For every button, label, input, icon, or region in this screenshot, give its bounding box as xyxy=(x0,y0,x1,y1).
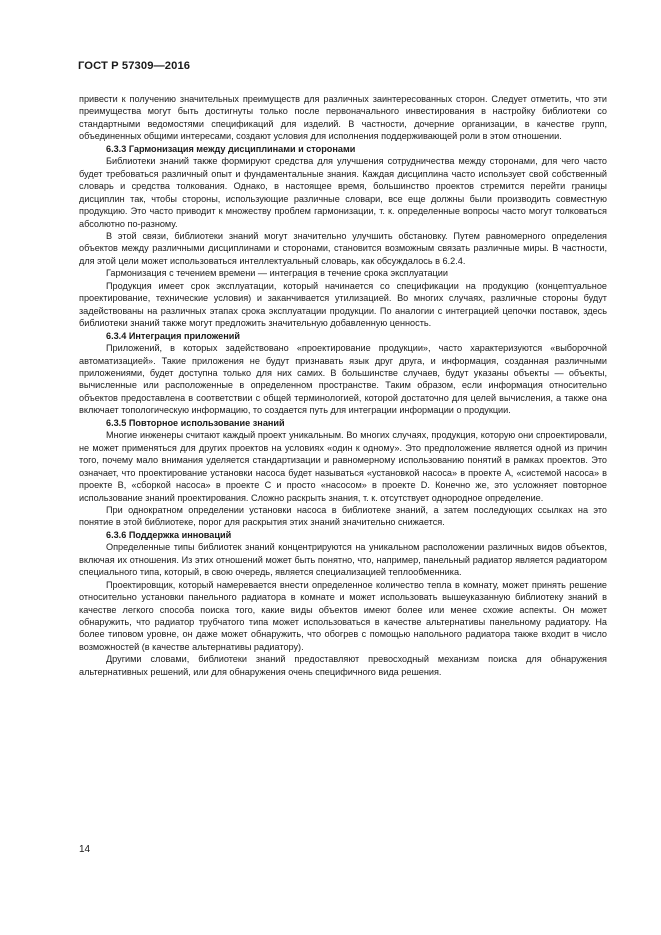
section-heading-6-3-5: 6.3.5 Повторное использование знаний xyxy=(106,417,285,428)
section-heading-6-3-4: 6.3.4 Интеграция приложений xyxy=(106,330,240,341)
paragraph: Определенные типы библиотек знаний концентрируются на уникальном расположении различных видов объектов, включая их отношения. Из этих отношений может быть понятно, что, например, панельный радиатор является радиатором специального типа, который, в свою очередь, является специализацией теплообменника. xyxy=(79,542,607,578)
paragraph: Продукция имеет срок эксплуатации, который начинается со спецификации на продукцию (концептуальное проектирование, технические условия) и заканчивается утилизацией. Во многих случаях, различные стороны будут задействованы на различных этапах срока эксплуатации продукции. По аналогии с интеграцией цепочки поставок, здесь библиотеки знаний также могут предложить значительную добавленную ценность. xyxy=(79,280,607,329)
paragraph-continuation: привести к получению значительных преимуществ для различных заинтересованных сторон. Следует отметить, что эти преимущества могут быть достигнуты только после первоначального инвестирования в настройку библиотеки со стандартными ведомостями спецификаций для изделий. В частности, дочерние организации, в качестве групп, объединенных общими интересами, создают условия для исполнения поддерживающей роли в этом отношении. xyxy=(79,94,607,142)
document-body xyxy=(79,93,607,678)
section-heading-6-3-6: 6.3.6 Поддержка инноваций xyxy=(106,529,232,540)
paragraph: Приложений, в которых задействовано «проектирование продукции», часто характеризуются «выборочной автоматизацией». Такие приложения не будут признавать язык друг друга, и информация, созданная различными приложениями, будет доступна только для них самих. В большинстве случаев, будут указаны объекты — объекты, вычисленные или расположенные в определенном пространстве. Таким образом, если информация относительно объектов предоставлена в соответствии с общей терминологией, которой достаточно для целей вычисления, а также она включает топологическую информацию, то создается путь для интеграции информации о продукции. xyxy=(79,343,607,416)
paragraph: Другими словами, библиотеки знаний предоставляют превосходный механизм поиска для обнаружения альтернативных решений, или для обнаружения очень специфичного вида решения. xyxy=(79,654,607,677)
paragraph: Проектировщик, который намеревается внести определенное количество тепла в комнату, может принять решение относительно установки панельного радиатора в комнате и может использовать вышеуказанную библиотеку знаний в качестве легкого способа поиска того, какие виды объектов имеют более или менее схожие аспекты. Он может обнаружить, что радиатор трубчатого типа может использоваться в качестве альтернативы панельному радиатору. На более типовом уровне, он даже может обнаружить, что обогрев с помощью напольного радиатора также входит в число возможностей (в качестве альтернативы радиатору). xyxy=(79,579,607,652)
document-header: ГОСТ Р 57309—2016 xyxy=(78,60,191,72)
paragraph: При однократном определении установки насоса в библиотеке знаний, а затем последующих ссылках на это понятие в этой библиотеке, порог для раскрытия этих знаний значительно снижается. xyxy=(79,504,607,528)
paragraph: В этой связи, библиотеки знаний могут значительно улучшить обстановку. Путем равномерного определения объектов между различными дисциплинами и сторонами, становится возможным связать различные миры. В частности, для этой цели может использоваться интеллектуальный словарь, как обсуждалось в 6.2.4. xyxy=(79,230,607,266)
paragraph: Библиотеки знаний также формируют средства для улучшения сотрудничества между сторонами, для чего часто будет требоваться различный опыт и фундаментальные знания. Каждая дисциплина часто использует свой собственный словарь и средства толкования. Однако, в настоящее время, большинство проектов стремится перейти границы дисциплин так, чтобы стороны, использующие различные словари, все еще должны были производить совместную продукцию. Это часто приводит к множеству проблем гармонизации, т. к. определенные вопросы часто могут толковаться абсолютно по-разному. xyxy=(79,156,607,229)
paragraph: Многие инженеры считают каждый проект уникальным. Во многих случаях, продукция, которую они спроектировали, не может применяться для других проектов на условиях «один к одному». Это предположение является одной из причин того, почему мало внимания уделяется стандартизации и равномерному использованию понятий в рамках проектов. Это означает, что проектирование установки насоса будет называться «установкой насоса» в проекте А, «системой насоса» в проекте В, «сборкой насоса» в проекте С и просто «насосом» в проекте D. Конечно же, это усложняет повторное использование знаний проектирования. Сложно раскрыть знания, т. к. отсутствует однородное определение. xyxy=(79,430,607,503)
paragraph: Гармонизация с течением времени — интеграция в течение срока эксплуатации xyxy=(106,268,448,279)
section-heading-6-3-3: 6.3.3 Гармонизация между дисциплинами и сторонами xyxy=(106,143,356,154)
page-number: 14 xyxy=(79,844,91,855)
